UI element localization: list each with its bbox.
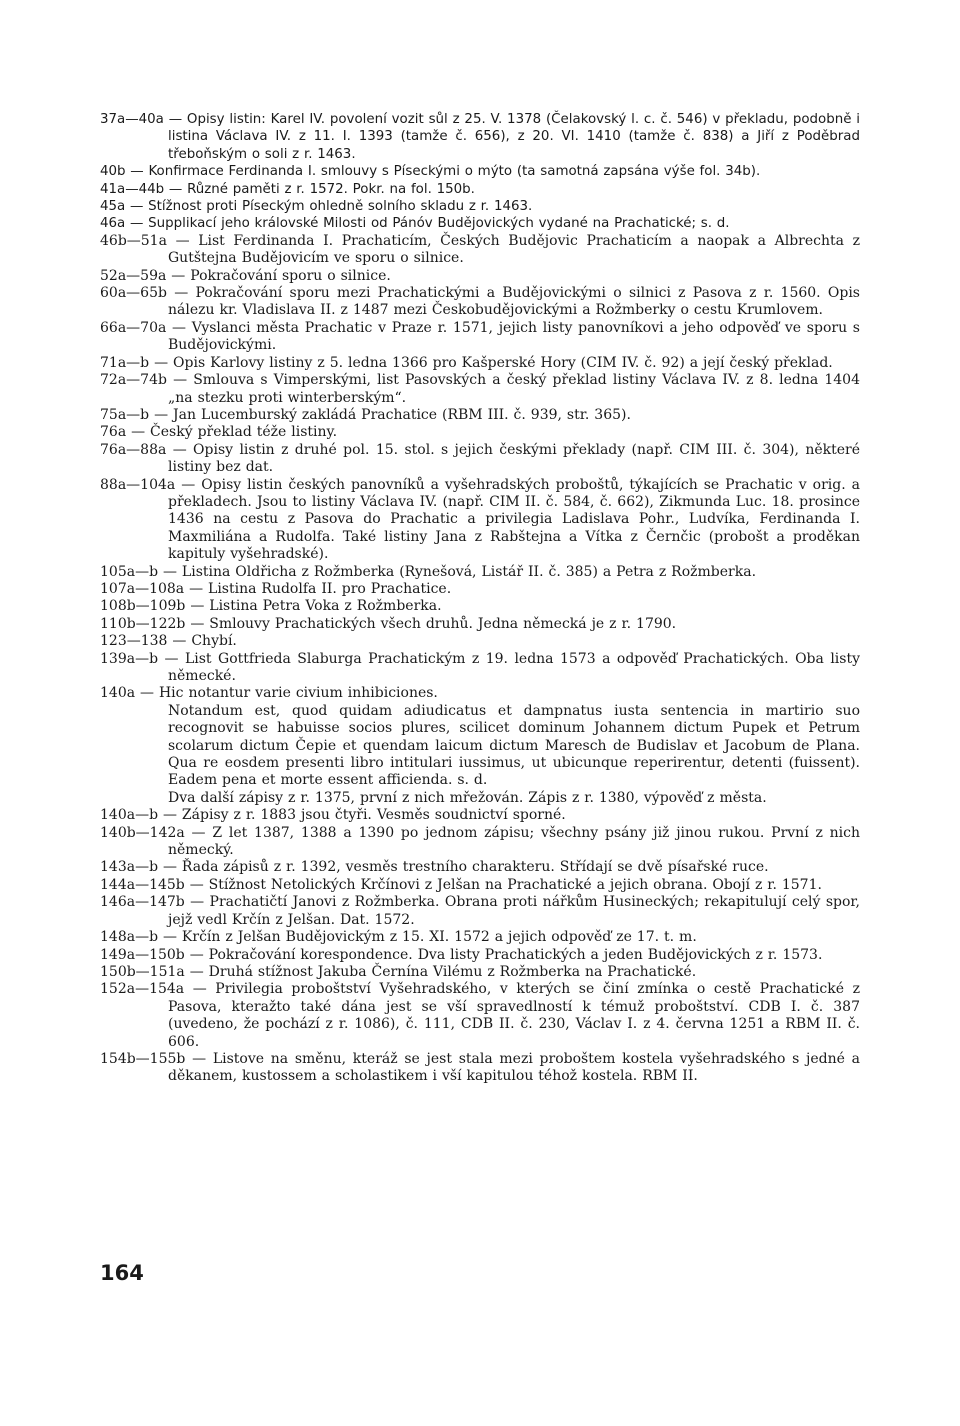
list-item: 149a—150b — Pokračování korespondence. Dva listy Prachatických a jeden Budějovických z r. 1573. [100, 946, 823, 963]
list-item: 105a—b — Listina Oldřicha z Rožmberka (Rynešová, Listář II. č. 385) a Petra z Rožmberka. [100, 563, 757, 580]
list-item: 72a—74b — Smlouva s Vimperskými, list Pasovských a český překlad listiny Václava IV. z 8. ledna 1404 „na stezku proti winterberským“. [100, 372, 860, 406]
list-item: 139a—b — List Gottfrieda Slaburga Prachatickým z 19. ledna 1573 a odpověď Prachatických. Oba listy německé. [100, 650, 860, 684]
page-number: 164 [100, 1261, 144, 1285]
entry-list [100, 111, 860, 1086]
list-item: 140a—b — Zápisy z r. 1883 jsou čtyři. Vesměs soudnictví sporné. [100, 807, 566, 824]
list-item: 154b—155b — Listove na směnu, kteráž se jest stala mezi proboštem kostela vyšehradského s jedné a děkanem, kustossem a scholastikem i vší kapitulou téhož kostela. RBM II. [100, 1050, 860, 1085]
list-item: 71a—b — Opis Karlovy listiny z 5. ledna 1366 pro Kašperské Hory (CIM IV. č. 92) a její český překlad. [100, 354, 833, 371]
list-item: 75a—b — Jan Lucemburský zakládá Prachatice (RBM III. č. 939, str. 365). [100, 406, 631, 423]
list-item: 88a—104a — Opisy listin českých panovníků a vyšehradských proboštů, týkajících se Prachatic v orig. a překladech. Jsou to listiny Václava IV. (např. CIM II. č. 584, č. 662), Zikmunda Luc. 18. prosince 1436 na cestu z Pasova do Prachatic a privilegia Ladislava Pohr., Ludvíka, Ferdinanda I. Maxmiliána a Rudolfa. Také listiny Jana z Rabštejna a Vítka z Černčic (probošt a proděkan kapituly vyšehradské). [100, 476, 860, 563]
list-item: 140a — Hic notantur varie civium inhibiciones. [100, 685, 438, 702]
list-item: 46a — Supplikací jeho královské Milosti od Pánóv Budějovických vydané na Prachatické; s. d. [100, 216, 730, 232]
list-item: 140b—142a — Z let 1387, 1388 a 1390 po jednom zápisu; všechny psány již jinou rukou. První z nich německý. [100, 824, 860, 859]
list-item: Dva další zápisy z r. 1375, první z nich mřežován. Zápis z r. 1380, výpověď z města. [168, 789, 767, 806]
list-item: 46b—51a — List Ferdinanda I. Prachaticím, Českých Budějovic Prachaticím a naopak a Albrechta z Gutštejna Budějovicím ve sporu o silnice. [100, 232, 860, 267]
list-item: 52a—59a — Pokračování sporu o silnice. [100, 267, 391, 284]
list-item: 76a — Český překlad téže listiny. [100, 424, 338, 441]
list-item: 143a—b — Řada zápisů z r. 1392, vesměs trestního charakteru. Střídají se dvě písařské ruce. [100, 859, 769, 876]
list-item: 123—138 — Chybí. [100, 633, 237, 650]
list-item: 107a—108a — Listina Rudolfa II. pro Prachatice. [100, 580, 452, 597]
list-item: 146a—147b — Prachatičtí Janovi z Rožmberka. Obrana proti nářkům Husineckých; rekapitulují celý spor, jejž vedl Krčín z Jelšan. Dat. 1572. [100, 894, 860, 928]
list-item: 150b—151a — Druhá stížnost Jakuba Černína Vilému z Rožmberka na Prachatické. [100, 963, 697, 980]
list-item: 76a—88a — Opisy listin z druhé pol. 15. stol. s jejich českými překlady (např. CIM III. č. 304), některé listiny bez dat. [100, 441, 860, 476]
latin-note: Notandum est, quod quidam adiudicatus et dampnatus iusta sentencia in martirio suo recognovit se habuisse socios plures, scilicet dominum Johannem dictum Pupek et Petrum scolarum dictum Čepie et quendam laicum dictum Maresch de Budislav et Jacobum de Plana. Qua re eosdem presenti libro intitulari iussimus, ut ubicunque reperirentur, detenti (fuissent). Eadem pena et morte essent afficienda. s. d. [168, 702, 860, 789]
list-item: 152a—154a — Privilegia proboštství Vyšehradského, v kterých se činí zmínka o cestě Prachatické z Pasova, kteražto také dána jest se vší spravedlností k témuž proboštství. CDB I. č. 387 (uvedeno, že pochází z r. 1086), č. 111, CDB II. č. 230, Václav I. z 4. června 1251 a RBM II. č. 606. [100, 981, 860, 1050]
list-item: 66a—70a — Vyslanci města Prachatic v Praze r. 1571, jejich listy panovníkovi a jeho odpověď ve sporu s Budějovickými. [100, 319, 860, 354]
list-item: 144a—145b — Stížnost Netolických Krčínovi z Jelšan na Prachatické a jejich obrana. Obojí z r. 1571. [100, 876, 822, 893]
list-item: 40b — Konfirmace Ferdinanda I. smlouvy s Píseckými o mýto (ta samotná zapsána výše fol. 34b). [100, 164, 761, 180]
list-item: 110b—122b — Smlouvy Prachatických všech druhů. Jedna německá je z r. 1790. [100, 615, 677, 632]
list-item: 41a—44b — Různé paměti z r. 1572. Pokr. na fol. 150b. [100, 181, 475, 197]
list-item: 148a—b — Krčín z Jelšan Budějovickým z 15. XI. 1572 a jejich odpověď ze 17. t. m. [100, 929, 697, 946]
list-item: 37a—40a — Opisy listin: Karel IV. povolení vozit sůl z 25. V. 1378 (Čelakovský l. c. č. 546) v překladu, podobně i listina Václava IV. z 11. I. 1393 (tamže č. 656), z 20. VI. 1410 (tamže č. 838) a Jiří z Poděbrad třeboňským o soli z r. 1463. [100, 112, 860, 162]
list-item: 60a—65b — Pokračování sporu mezi Prachatickými a Budějovickými o silnici z Pasova z r. 1560. Opis nálezu kr. Vladislava II. z 1487 mezi Českobudějovickými a Rožmberky o cestu Krumlovem. [100, 285, 860, 319]
list-item: 108b—109b — Listina Petra Voka z Rožmberka. [100, 598, 442, 615]
list-item: 45a — Stížnost proti Píseckým ohledně solního skladu z r. 1463. [100, 199, 533, 215]
